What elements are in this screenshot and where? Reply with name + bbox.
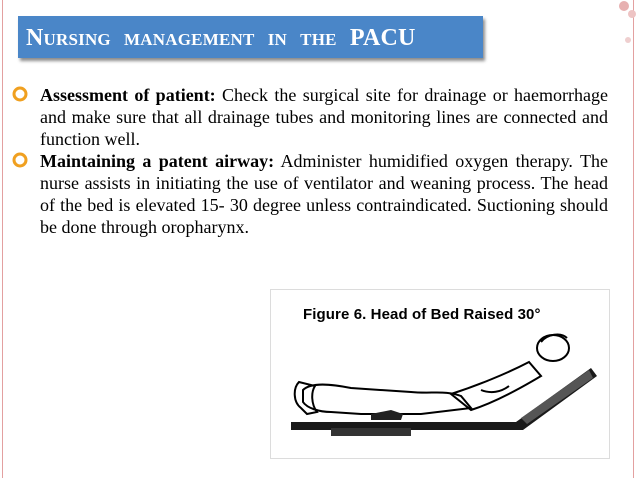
- slide-title: Nursing management in the PACU: [26, 25, 416, 51]
- bullet-heading: Maintaining a patent airway:: [40, 151, 275, 171]
- ring-bullet-icon: [11, 151, 29, 169]
- bullet-assessment: [40, 84, 608, 150]
- bullet-text: Administer humidified oxygen therapy. The nurse assists in initiating the use of ventilator and weaning process. The head of the bed is elevated 15- 30 degree unless contraindicated. Suctioning should be done through oropharynx.: [40, 151, 608, 237]
- bullet-text: Check the surgical site for drainage or haemorrhage and make sure that all drainage tubes and monitoring lines are connected and function well.: [40, 85, 608, 149]
- left-edge-line: [2, 0, 3, 478]
- figure-caption: Figure 6. Head of Bed Raised 30°: [303, 306, 541, 323]
- title-banner: [18, 16, 483, 58]
- slide-content: [40, 84, 608, 238]
- figure-head-of-bed: [270, 289, 610, 459]
- bullet-heading: Assessment of patient:: [40, 85, 216, 105]
- bullet-airway: [40, 150, 608, 238]
- ring-bullet-icon: [11, 85, 29, 103]
